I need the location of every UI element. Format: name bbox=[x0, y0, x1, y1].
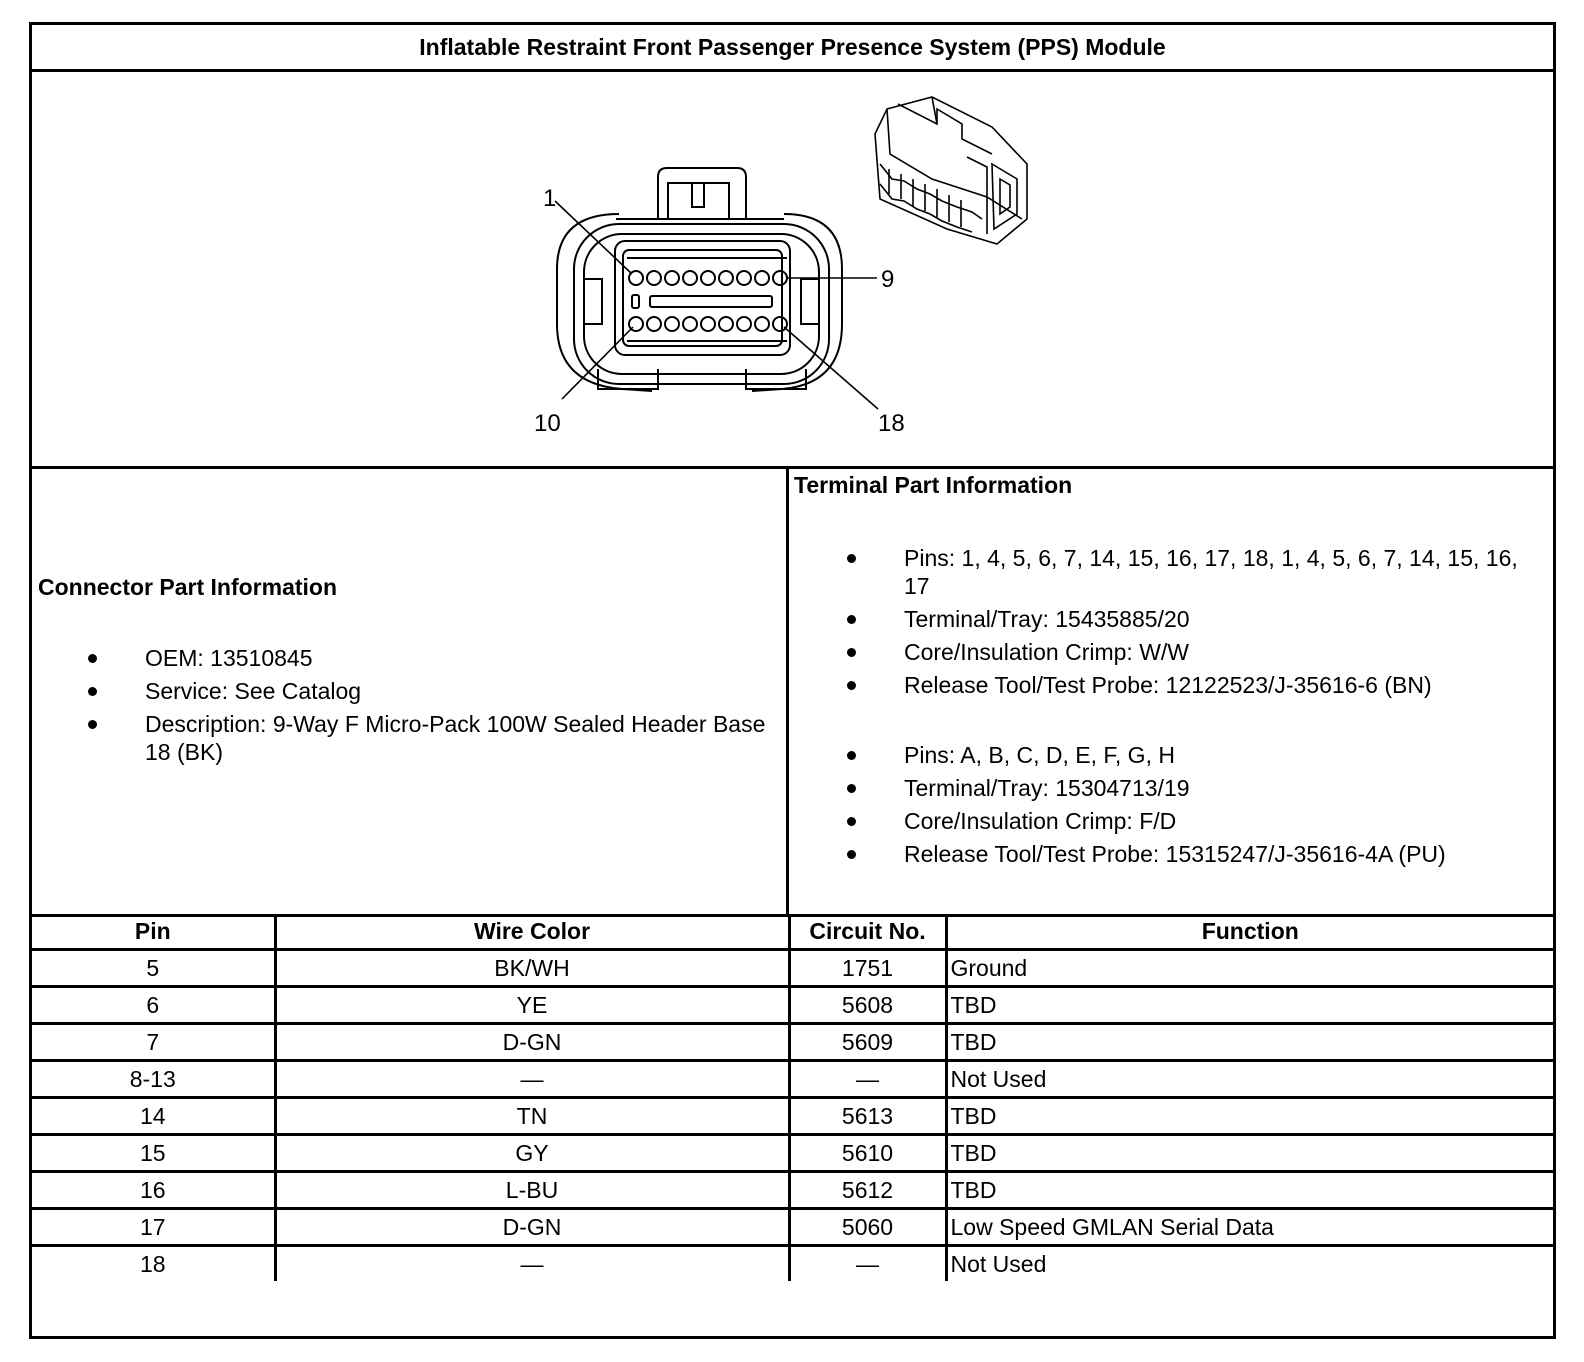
terminal-pins-1: Pins: 1, 4, 5, 6, 7, 14, 15, 16, 17, 18, 1, 4, 5, 6, 7, 14, 15, 16, 17 bbox=[844, 544, 1544, 600]
cell-circuit: 5610 bbox=[789, 1135, 946, 1172]
cell-wire-color: TN bbox=[275, 1098, 789, 1135]
cell-pin: 15 bbox=[32, 1135, 275, 1172]
cell-wire-color: GY bbox=[275, 1135, 789, 1172]
cell-pin: 14 bbox=[32, 1098, 275, 1135]
cell-pin: 17 bbox=[32, 1209, 275, 1246]
cell-function: Ground bbox=[946, 950, 1553, 987]
connector-diagram-area bbox=[32, 69, 1553, 469]
table-row bbox=[32, 987, 1553, 1024]
connector-sheet bbox=[29, 22, 1556, 1339]
terminal-group-1 bbox=[844, 544, 1544, 704]
sheet-title: Inflatable Restraint Front Passenger Presence System (PPS) Module bbox=[32, 25, 1553, 72]
cell-circuit: 5609 bbox=[789, 1024, 946, 1061]
cell-circuit: 5060 bbox=[789, 1209, 946, 1246]
connector-oem: OEM: 13510845 bbox=[85, 644, 775, 672]
cell-wire-color: — bbox=[275, 1246, 789, 1282]
pin-label-10: 10 bbox=[534, 410, 561, 437]
header-function: Function bbox=[946, 914, 1553, 950]
cell-function: TBD bbox=[946, 987, 1553, 1024]
terminal-tray-2: Terminal/Tray: 15304713/19 bbox=[844, 774, 1544, 802]
terminal-heading: Terminal Part Information bbox=[794, 472, 1073, 498]
connector-face bbox=[557, 168, 842, 391]
terminal-group-2 bbox=[844, 741, 1544, 873]
cell-pin: 16 bbox=[32, 1172, 275, 1209]
cell-wire-color: BK/WH bbox=[275, 950, 789, 987]
header-wire-color: Wire Color bbox=[275, 914, 789, 950]
cell-circuit: 5613 bbox=[789, 1098, 946, 1135]
terminal-crimp-2: Core/Insulation Crimp: F/D bbox=[844, 807, 1544, 835]
cell-pin: 7 bbox=[32, 1024, 275, 1061]
pin-label-1: 1 bbox=[543, 185, 557, 212]
cell-function: Not Used bbox=[946, 1246, 1553, 1282]
table-row bbox=[32, 1172, 1553, 1209]
table-row bbox=[32, 1098, 1553, 1135]
pin-table bbox=[32, 914, 1553, 1281]
pin-label-9: 9 bbox=[881, 266, 895, 293]
terminal-part-info bbox=[789, 466, 1553, 914]
cell-function: Not Used bbox=[946, 1061, 1553, 1098]
cell-function: TBD bbox=[946, 1024, 1553, 1061]
cell-circuit: — bbox=[789, 1246, 946, 1282]
table-row bbox=[32, 1024, 1553, 1061]
connector-service: Service: See Catalog bbox=[85, 677, 775, 705]
cell-pin: 6 bbox=[32, 987, 275, 1024]
cell-circuit: 5612 bbox=[789, 1172, 946, 1209]
terminal-tool-1: Release Tool/Test Probe: 12122523/J-35616-6 (BN) bbox=[844, 671, 1544, 699]
table-row bbox=[32, 1246, 1553, 1282]
terminal-tool-2: Release Tool/Test Probe: 15315247/J-35616-4A (PU) bbox=[844, 840, 1544, 868]
cell-wire-color: YE bbox=[275, 987, 789, 1024]
header-circuit: Circuit No. bbox=[789, 914, 946, 950]
terminal-pins-2: Pins: A, B, C, D, E, F, G, H bbox=[844, 741, 1544, 769]
cell-function: Low Speed GMLAN Serial Data bbox=[946, 1209, 1553, 1246]
connector-face-diagram bbox=[32, 69, 1553, 466]
connector-list bbox=[85, 644, 775, 771]
part-information bbox=[32, 466, 1553, 917]
table-row bbox=[32, 1061, 1553, 1098]
cell-wire-color: — bbox=[275, 1061, 789, 1098]
cell-function: TBD bbox=[946, 1135, 1553, 1172]
connector-description: Description: 9-Way F Micro-Pack 100W Sealed Header Base 18 (BK) bbox=[85, 710, 775, 766]
cell-pin: 5 bbox=[32, 950, 275, 987]
terminal-tray-1: Terminal/Tray: 15435885/20 bbox=[844, 605, 1544, 633]
connector-isometric-view bbox=[875, 97, 1027, 244]
cell-circuit: — bbox=[789, 1061, 946, 1098]
connector-part-info bbox=[32, 466, 789, 914]
table-row bbox=[32, 950, 1553, 987]
cell-function: TBD bbox=[946, 1172, 1553, 1209]
terminal-crimp-1: Core/Insulation Crimp: W/W bbox=[844, 638, 1544, 666]
pin-label-18: 18 bbox=[878, 410, 905, 437]
pin-row-top bbox=[629, 271, 787, 285]
cell-pin: 18 bbox=[32, 1246, 275, 1282]
header-pin: Pin bbox=[32, 914, 275, 950]
table-row bbox=[32, 1135, 1553, 1172]
cell-function: TBD bbox=[946, 1098, 1553, 1135]
cell-pin: 8-13 bbox=[32, 1061, 275, 1098]
cell-circuit: 5608 bbox=[789, 987, 946, 1024]
cell-wire-color: D-GN bbox=[275, 1209, 789, 1246]
cell-wire-color: L-BU bbox=[275, 1172, 789, 1209]
pin-table-header bbox=[32, 914, 1553, 950]
pin-row-bottom bbox=[629, 317, 787, 331]
cell-circuit: 1751 bbox=[789, 950, 946, 987]
table-row bbox=[32, 1209, 1553, 1246]
cell-wire-color: D-GN bbox=[275, 1024, 789, 1061]
connector-heading: Connector Part Information bbox=[38, 574, 338, 600]
